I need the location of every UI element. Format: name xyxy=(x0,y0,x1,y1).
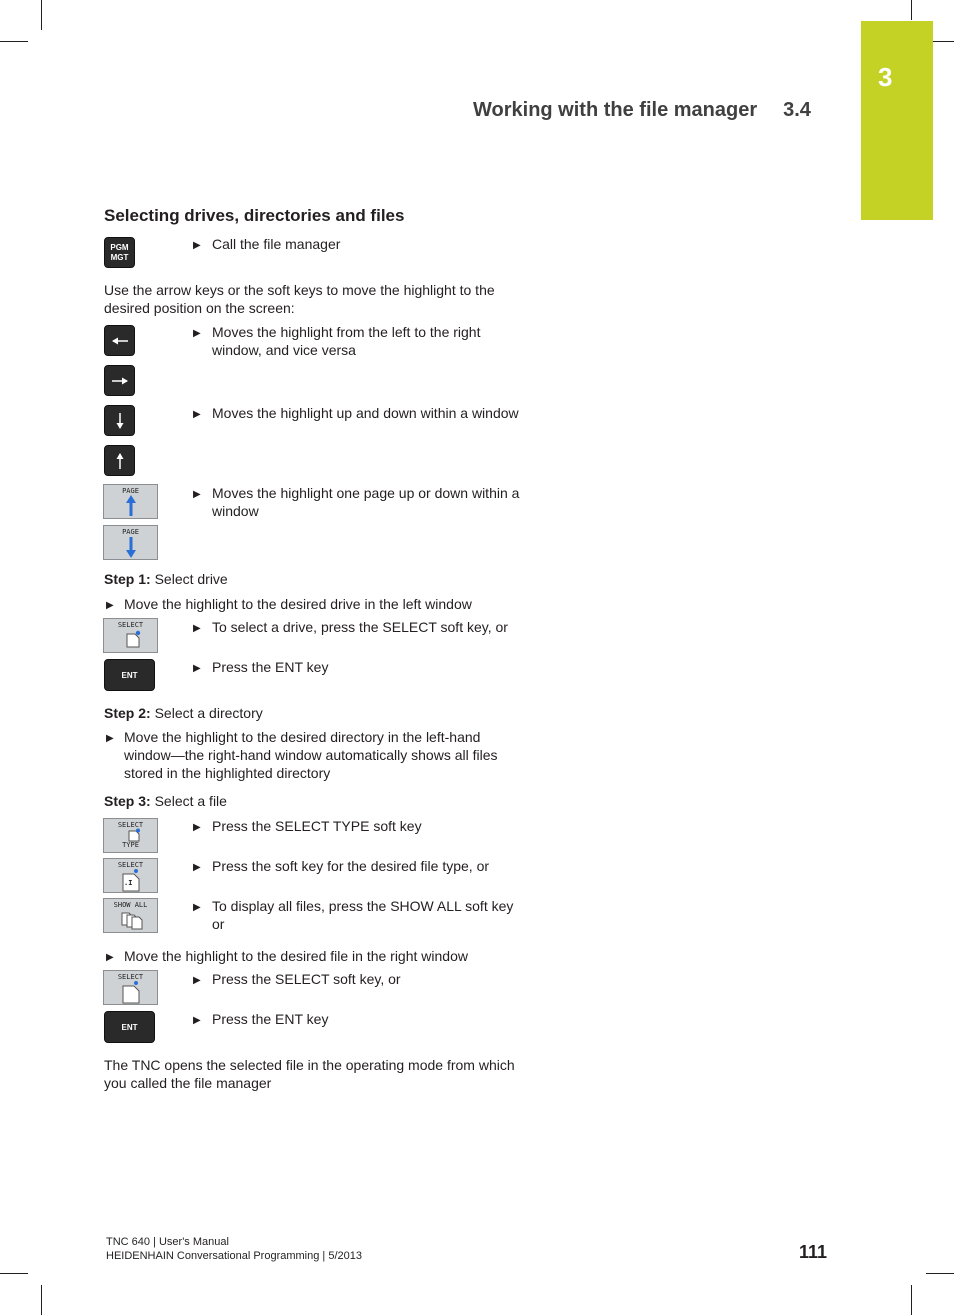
arrow-right-icon xyxy=(110,376,130,386)
bullet-arrow-icon: ▶ xyxy=(193,240,201,251)
files-stack-icon xyxy=(120,911,144,931)
instruction-line: Moves the highlight one page up or down within a xyxy=(212,485,520,501)
bullet-arrow-icon: ▶ xyxy=(193,1015,201,1026)
paragraph-line: desired position on the screen: xyxy=(104,300,295,316)
pgm-mgt-key xyxy=(104,237,135,268)
arrow-down-icon xyxy=(115,411,125,431)
bullet-arrow-icon: ▶ xyxy=(193,409,201,420)
file-icon xyxy=(126,828,142,842)
select-softkey xyxy=(103,618,158,653)
footer-line: TNC 640 | User's Manual xyxy=(106,1236,229,1248)
step-heading xyxy=(104,704,263,722)
file-type-softkey xyxy=(103,858,158,893)
instruction-text: To select a drive, press the SELECT soft key, or xyxy=(212,619,508,635)
softkey-label: PAGE xyxy=(122,528,139,536)
bullet-arrow-icon: ▶ xyxy=(193,663,201,674)
instruction-text xyxy=(212,484,519,520)
softkey-label: TYPE xyxy=(122,841,139,849)
arrow-right-key xyxy=(104,365,135,396)
step-label: Step 2: xyxy=(104,705,151,721)
page-down-icon xyxy=(126,536,136,558)
softkey-label: SELECT xyxy=(117,621,144,629)
instruction-text xyxy=(212,323,480,359)
page-down-softkey xyxy=(103,525,158,560)
file-extension-label: .I xyxy=(124,879,133,887)
paragraph-line: The TNC opens the selected file in the operating mode from which xyxy=(104,1057,515,1073)
step-heading xyxy=(104,792,227,810)
crop-mark xyxy=(0,41,28,42)
page-up-icon xyxy=(126,495,136,517)
step-bullet: Move the highlight to the desired file in the right window xyxy=(124,948,468,964)
instruction-line: or xyxy=(212,916,225,932)
ent-key-label: ENT xyxy=(121,670,138,680)
instruction-line: To display all files, press the SHOW ALL soft key xyxy=(212,898,514,914)
bullet-arrow-icon: ▶ xyxy=(193,822,201,833)
instruction-line: window, and vice versa xyxy=(212,342,356,358)
crop-mark xyxy=(41,0,42,30)
header-title: Working with the file manager xyxy=(473,99,758,121)
paragraph xyxy=(104,1056,515,1092)
paragraph-line: you called the file manager xyxy=(104,1075,272,1091)
bullet-arrow-icon: ▶ xyxy=(193,902,201,913)
crop-mark xyxy=(911,0,912,20)
softkey-label: PAGE xyxy=(122,487,139,495)
bullet-arrow-icon: ▶ xyxy=(193,328,201,339)
arrow-up-key xyxy=(104,445,135,476)
crop-mark xyxy=(41,1285,42,1315)
instruction-text: Press the SELECT TYPE soft key xyxy=(212,818,422,834)
softkey-label: SHOW ALL xyxy=(113,901,148,909)
show-all-softkey xyxy=(103,898,158,933)
ent-key-label: ENT xyxy=(121,1022,138,1032)
instruction-line: Moves the highlight from the left to the right xyxy=(212,324,481,340)
crop-mark xyxy=(926,1273,954,1274)
ent-key xyxy=(104,659,155,691)
step-bullet-line: stored in the highlighted directory xyxy=(124,765,331,781)
chapter-tab xyxy=(861,21,933,220)
section-heading: Selecting drives, directories and files xyxy=(104,206,405,225)
step-bullet: Move the highlight to the desired drive in the left window xyxy=(124,596,472,612)
softkey-label: SELECT xyxy=(117,973,144,981)
arrow-up-icon xyxy=(115,451,125,471)
bullet-arrow-icon: ▶ xyxy=(106,733,114,744)
instruction-text: Call the file manager xyxy=(212,236,341,252)
instruction-text: Moves the highlight up and down within a window xyxy=(212,405,519,421)
bullet-arrow-icon: ▶ xyxy=(106,600,114,611)
pgm-mgt-key-label: PGM xyxy=(110,242,129,252)
arrow-down-key xyxy=(104,405,135,436)
step-title: Select drive xyxy=(154,571,228,587)
page-number: 111 xyxy=(799,1242,828,1262)
step-bullet-line: Move the highlight to the desired directory in the left-hand xyxy=(124,729,481,745)
footer-line: HEIDENHAIN Conversational Programming | 5/2013 xyxy=(106,1250,362,1262)
step-title: Select a file xyxy=(154,793,227,809)
crop-mark xyxy=(0,1273,28,1274)
instruction-text: Press the SELECT soft key, or xyxy=(212,971,401,987)
step-bullet xyxy=(124,728,498,782)
arrow-left-icon xyxy=(110,336,130,346)
step-label: Step 1: xyxy=(104,571,151,587)
instruction-text: Press the ENT key xyxy=(212,659,329,675)
instruction-text: Press the soft key for the desired file type, or xyxy=(212,858,490,874)
header-section: 3.4 xyxy=(783,99,811,121)
crop-mark xyxy=(911,1285,912,1315)
softkey-label: SELECT xyxy=(117,861,144,869)
bullet-arrow-icon: ▶ xyxy=(193,623,201,634)
arrow-left-key xyxy=(104,325,135,356)
bullet-arrow-icon: ▶ xyxy=(193,489,201,500)
select-softkey xyxy=(103,970,158,1005)
bullet-arrow-icon: ▶ xyxy=(193,975,201,986)
step-title: Select a directory xyxy=(154,705,263,721)
paragraph-line: Use the arrow keys or the soft keys to move the highlight to the xyxy=(104,282,495,298)
instruction-text: Press the ENT key xyxy=(212,1011,329,1027)
select-type-softkey xyxy=(103,818,158,853)
paragraph xyxy=(104,281,495,317)
running-header xyxy=(473,99,811,122)
file-icon xyxy=(121,980,141,1004)
instruction-text xyxy=(212,897,513,933)
step-label: Step 3: xyxy=(104,793,151,809)
bullet-arrow-icon: ▶ xyxy=(106,952,114,963)
instruction-line: window xyxy=(212,503,259,519)
chapter-number: 3 xyxy=(878,62,893,92)
file-icon xyxy=(124,630,142,648)
ent-key xyxy=(104,1011,155,1043)
pgm-mgt-key-label: MGT xyxy=(110,252,129,262)
page-up-softkey xyxy=(103,484,158,519)
step-bullet-line: window—the right-hand window automatically shows all files xyxy=(124,747,498,763)
step-heading xyxy=(104,570,228,588)
bullet-arrow-icon: ▶ xyxy=(193,862,201,873)
softkey-label: SELECT xyxy=(117,821,144,829)
